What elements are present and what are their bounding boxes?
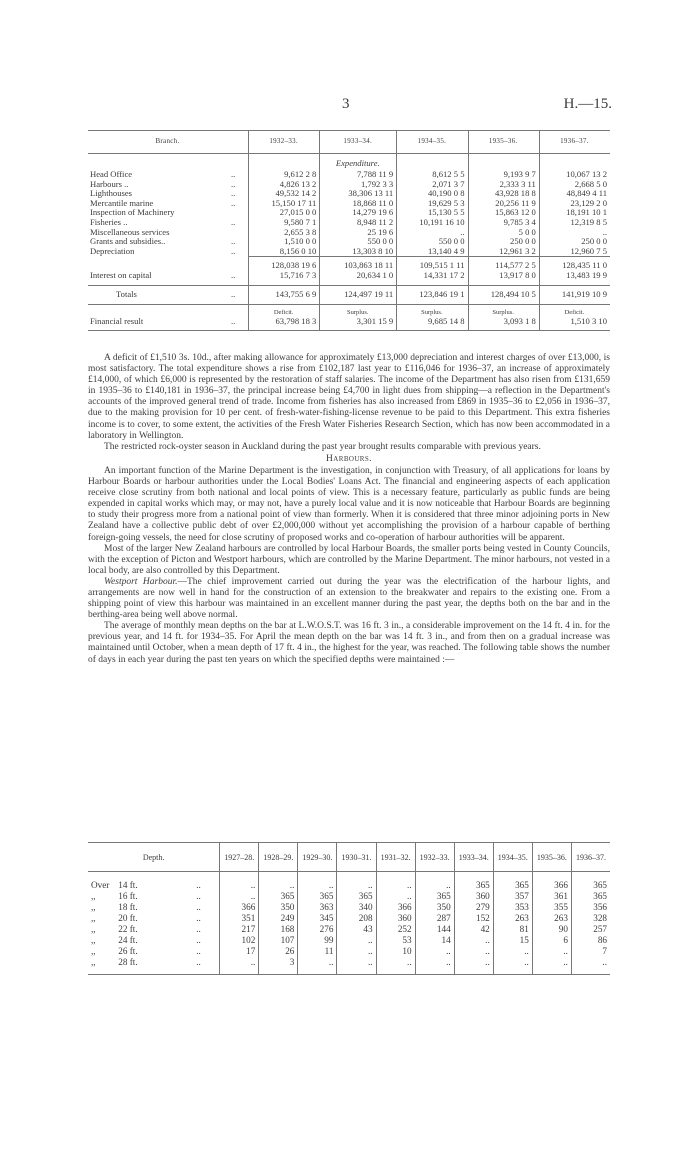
column-header: Branch. (88, 131, 249, 154)
amount-cell: 114,577 2 5 (468, 257, 539, 271)
days-cell: .. (337, 957, 376, 975)
paragraph: Most of the larger New Zealand harbours are controlled by local Harbour Boards, the smaller ports being vested in County Councils, with the exception of Picton and Westport harbours, which are controlled by the Marine Department. The minor harbours, not vested in a local body, are also controlled by this Department. (88, 543, 610, 576)
days-cell: 366 (220, 902, 259, 913)
days-cell: 365 (259, 891, 298, 902)
result-kind: Surplus. (347, 308, 369, 316)
leader-dots: .. (196, 880, 201, 890)
row-label: Financial result (88, 304, 229, 330)
amount-cell: .. (539, 228, 610, 238)
days-cell: .. (298, 872, 337, 892)
result-amount: 9,685 14 8 (427, 315, 465, 326)
days-cell: .. (454, 957, 493, 975)
days-cell: .. (376, 872, 415, 892)
days-cell: 252 (376, 924, 415, 935)
table-row (88, 902, 610, 913)
days-cell: .. (415, 957, 454, 975)
column-header: 1929–30. (298, 843, 337, 872)
amount-cell: 49,532 14 2 (249, 189, 320, 199)
amount-cell: 43,928 18 8 (468, 189, 539, 199)
amount-cell: 14,331 17 2 (397, 271, 468, 281)
days-cell: 360 (454, 891, 493, 902)
amount-cell: 9,193 9 7 (468, 170, 539, 180)
days-cell: 361 (532, 891, 571, 902)
days-cell: 263 (532, 913, 571, 924)
amount-cell: 2,071 3 7 (397, 180, 468, 190)
column-header: 1933–34. (320, 131, 397, 154)
days-cell: 350 (415, 902, 454, 913)
paragraph: An important function of the Marine Department is the investigation, in conjunction with Treasury, of all applications for loans by Harbour Boards or harbour authorities under the Local Bodies' Loans Act. The financial and engineering aspects of each application receive close scrutiny from both national and local points of view. This is a necessary feature, particularly as public funds are being expended in capital works which may, or may not, have a purely local value and it is now noticeable that Harbour Boards are beginning to study their progress more from a national point of view than formerly. When it is considered that three minor adjoining ports in New Zealand have a collective public debt of over £2,000,000 without yet accomplishing the provision of a harbour capable of berthing foreign-going vessels, the need for close scrutiny of proposed works and co-operation of harbour authorities will be apparent. (88, 465, 610, 543)
days-cell: .. (376, 957, 415, 975)
table-caption-row (88, 154, 610, 171)
row-label: Totals (88, 285, 229, 304)
result-cell (539, 304, 610, 330)
depth-prefix: ,, (91, 935, 96, 945)
italic-subheading: Westport Harbour. (104, 576, 178, 587)
column-header: 1935–36. (468, 131, 539, 154)
amount-cell: 20,634 1 0 (320, 271, 397, 281)
amount-cell: 250 0 0 (539, 237, 610, 247)
days-cell: 53 (376, 935, 415, 946)
amount-cell: 15,863 12 0 (468, 208, 539, 218)
table-row (88, 913, 610, 924)
depth-label: 20 ft. (118, 913, 138, 923)
days-cell: 365 (298, 891, 337, 902)
body-text (88, 353, 610, 666)
table-row (88, 924, 610, 935)
depth-prefix: ,, (88, 957, 115, 975)
days-cell: 249 (259, 913, 298, 924)
leader-dots: .. (231, 197, 236, 208)
column-header: 1936–37. (539, 131, 610, 154)
amount-cell: 8,612 5 5 (397, 170, 468, 180)
table-caption: Expenditure. (320, 154, 397, 171)
row-label: Interest on capital (90, 269, 152, 280)
days-cell: 355 (532, 902, 571, 913)
days-cell: 350 (259, 902, 298, 913)
leader-dots: .. (196, 913, 201, 923)
days-cell: 365 (493, 872, 532, 892)
amount-cell: 12,319 8 5 (539, 218, 610, 228)
days-cell: 10 (376, 946, 415, 957)
leader-dots: .. (231, 188, 236, 199)
amount-cell: 103,863 18 11 (320, 257, 397, 271)
leader-dots: .. (196, 891, 201, 901)
column-header: 1934–35. (493, 843, 532, 872)
days-cell: 257 (571, 924, 610, 935)
days-cell: .. (454, 946, 493, 957)
row-label (88, 257, 229, 271)
days-cell: 276 (298, 924, 337, 935)
interest-row (88, 271, 610, 281)
days-cell: 107 (259, 935, 298, 946)
days-cell: 99 (298, 935, 337, 946)
result-kind: Surplus. (421, 308, 443, 316)
days-cell: 365 (337, 891, 376, 902)
result-cell (320, 304, 397, 330)
column-header: 1936–37. (571, 843, 610, 872)
days-cell: 86 (571, 935, 610, 946)
result-kind: Surplus. (492, 308, 514, 316)
amount-cell: 9,580 7 1 (249, 218, 320, 228)
amount-cell: 143,755 6 9 (249, 285, 320, 304)
days-cell: 340 (337, 902, 376, 913)
depth-prefix: ,, (91, 913, 96, 923)
leader-dots: .. (231, 169, 236, 179)
amount-cell: 128,038 19 6 (249, 257, 320, 271)
days-cell: 42 (454, 924, 493, 935)
amount-cell: 15,716 7 3 (249, 271, 320, 281)
branch-label: Grants and subsidies.. (90, 236, 166, 247)
days-cell: 353 (493, 902, 532, 913)
column-header: 1928–29. (259, 843, 298, 872)
days-cell: 357 (493, 891, 532, 902)
depth-prefix: ,, (91, 946, 96, 956)
days-cell: 366 (532, 872, 571, 892)
amount-cell: 12,961 3 2 (468, 247, 539, 257)
days-cell: 168 (259, 924, 298, 935)
column-header: 1933–34. (454, 843, 493, 872)
days-cell: 217 (220, 924, 259, 935)
amount-cell: 18,191 10 1 (539, 208, 610, 218)
amount-cell: 48,849 4 11 (539, 189, 610, 199)
days-cell: .. (220, 891, 259, 902)
amount-cell: 20,256 11 9 (468, 199, 539, 209)
expenditure-table (88, 130, 610, 331)
days-cell: 15 (493, 935, 532, 946)
days-cell: .. (532, 946, 571, 957)
days-cell: 345 (298, 913, 337, 924)
days-cell: .. (337, 946, 376, 957)
amount-cell: 12,960 7 5 (539, 247, 610, 257)
page-header (0, 96, 700, 116)
table-row (88, 946, 610, 957)
amount-cell: 13,917 8 0 (468, 271, 539, 281)
amount-cell: 27,015 0 0 (249, 208, 320, 218)
days-cell: .. (415, 872, 454, 892)
days-cell: 14 (415, 935, 454, 946)
amount-cell: 7,788 11 9 (320, 170, 397, 180)
amount-cell: 13,303 8 10 (320, 247, 397, 257)
amount-cell: 10,191 16 10 (397, 218, 468, 228)
leader-dots: .. (231, 269, 236, 280)
amount-cell: 2,333 3 11 (468, 180, 539, 190)
amount-cell: 38,306 13 11 (320, 189, 397, 199)
column-header: 1927–28. (220, 843, 259, 872)
paragraph: Westport Harbour.—The chief improvement carried out during the year was the electrification of the harbour lights, and arrangements are now well in hand for the construction of an extension to the breakwater and repairs to the existing one. From a shipping point of view this harbour was maintained in an excellent manner during the past year, the depths both on the bar and in the berthing-area being well above normal. (88, 576, 610, 621)
days-cell: 17 (220, 946, 259, 957)
depth-label: 22 ft. (118, 924, 138, 934)
amount-cell: 10,067 13 2 (539, 170, 610, 180)
amount-cell: .. (397, 228, 468, 238)
depth-label: 18 ft. (118, 902, 138, 912)
days-cell: 7 (571, 946, 610, 957)
amount-cell: 13,483 19 9 (539, 271, 610, 281)
table-row (88, 872, 610, 892)
days-cell: .. (220, 957, 259, 975)
depth-label: 26 ft. (118, 946, 138, 956)
subtotal-row (88, 257, 610, 271)
table-header-row (88, 843, 610, 872)
amount-cell: 18,868 11 0 (320, 199, 397, 209)
branch-label: Depreciation (90, 246, 135, 256)
days-cell: .. (337, 872, 376, 892)
depth-label: 28 ft. (115, 957, 193, 975)
amount-cell: 250 0 0 (468, 237, 539, 247)
days-cell: 365 (454, 872, 493, 892)
days-cell: .. (493, 946, 532, 957)
amount-cell: 23,129 2 0 (539, 199, 610, 209)
days-cell: 356 (571, 902, 610, 913)
days-cell: .. (298, 957, 337, 975)
days-cell: 279 (454, 902, 493, 913)
amount-cell: 128,435 11 0 (539, 257, 610, 271)
column-header: Depth. (88, 843, 220, 872)
column-header: 1935–36. (532, 843, 571, 872)
table-header-row (88, 131, 610, 154)
column-header: 1932–33. (249, 131, 320, 154)
amount-cell: 9,785 3 4 (468, 218, 539, 228)
branch-label: Harbours .. (90, 178, 129, 189)
depth-prefix: ,, (91, 902, 96, 912)
days-cell: .. (493, 957, 532, 975)
table-row (88, 957, 610, 975)
days-cell: 287 (415, 913, 454, 924)
column-header: 1930–31. (337, 843, 376, 872)
result-amount: 3,093 1 8 (503, 315, 536, 326)
amount-cell: 14,279 19 6 (320, 208, 397, 218)
leader-dots: .. (231, 178, 236, 189)
leader-dots: .. (196, 924, 201, 934)
leader-dots: .. (229, 285, 249, 304)
leader-dots: .. (193, 957, 220, 975)
amount-cell: 128,494 10 5 (468, 285, 539, 304)
leader-dots: .. (196, 935, 201, 945)
amount-cell: 1,510 0 0 (249, 237, 320, 247)
branch-label: Mercantile marine (90, 197, 154, 208)
amount-cell: 40,190 0 8 (397, 189, 468, 199)
days-cell: .. (220, 872, 259, 892)
branch-label: Fisheries .. (90, 216, 128, 227)
leader-dots: .. (196, 902, 201, 912)
days-cell: 328 (571, 913, 610, 924)
column-header: 1931–32. (376, 843, 415, 872)
days-cell: 366 (376, 902, 415, 913)
section-heading: Harbours. (326, 453, 372, 464)
days-cell: 102 (220, 935, 259, 946)
days-cell: 365 (571, 872, 610, 892)
totals-row (88, 285, 610, 304)
days-cell: 152 (454, 913, 493, 924)
depth-label: 14 ft. (118, 880, 138, 890)
amount-cell: 9,612 2 8 (249, 170, 320, 180)
days-cell: 11 (298, 946, 337, 957)
depth-prefix: Over (91, 880, 110, 890)
paragraph: The average of monthly mean depths on the bar at L.W.O.S.T. was 16 ft. 3 in., a considerable improvement on the 14 ft. 4 in. for the previous year, and 14 ft. for 1934–35. For April the mean depth on the bar was 14 ft. 3 in., and from then on a gradual increase was maintained until October, when a mean depth of 17 ft. 4 in., the highest for the year, was reached. The following table shows the number of days in each year during the past ten years on which the specified depths were maintained :— (88, 621, 610, 665)
amount-cell: 13,140 4 9 (397, 247, 468, 257)
days-cell: 81 (493, 924, 532, 935)
amount-cell: 8,948 11 2 (320, 218, 397, 228)
result-cell (249, 304, 320, 330)
depth-table (88, 842, 610, 975)
table-row (88, 935, 610, 946)
amount-cell: 550 0 0 (320, 237, 397, 247)
days-cell: 26 (259, 946, 298, 957)
branch-label: Miscellaneous services (90, 226, 170, 237)
days-cell: 363 (298, 902, 337, 913)
depth-label: 24 ft. (118, 935, 138, 945)
amount-cell: 15,130 5 5 (397, 208, 468, 218)
page-number: 3 (342, 96, 350, 112)
amount-cell: 550 0 0 (397, 237, 468, 247)
leader-dots: .. (229, 304, 249, 330)
amount-cell: 123,846 19 1 (397, 285, 468, 304)
amount-cell: 5 0 0 (468, 228, 539, 238)
result-amount: 1,510 3 10 (570, 315, 607, 326)
days-cell: .. (454, 935, 493, 946)
column-header: 1932–33. (415, 843, 454, 872)
amount-cell: 1,792 3 3 (320, 180, 397, 190)
branch-label: Inspection of Machinery (90, 207, 175, 218)
leader-dots (229, 257, 249, 271)
leader-dots: .. (196, 946, 201, 956)
table-row (88, 891, 610, 902)
days-cell: 351 (220, 913, 259, 924)
amount-cell: 15,150 17 11 (249, 199, 320, 209)
days-cell: .. (532, 957, 571, 975)
amount-cell: 4,826 13 2 (249, 180, 320, 190)
result-cell (397, 304, 468, 330)
days-cell: 144 (415, 924, 454, 935)
amount-cell: 2,668 5 0 (539, 180, 610, 190)
branch-label: Lighthouses (90, 188, 133, 199)
financial-result-row (88, 304, 610, 330)
paragraph: The restricted rock-oyster season in Auckland during the past year brought results comparable with previous years. (104, 441, 541, 452)
result-kind: Deficit. (273, 308, 294, 316)
days-cell: .. (571, 957, 610, 975)
leader-dots: .. (231, 246, 236, 256)
days-cell: 263 (493, 913, 532, 924)
days-cell: .. (259, 872, 298, 892)
days-cell: 6 (532, 935, 571, 946)
days-cell: .. (337, 935, 376, 946)
leader-dots: .. (231, 236, 236, 247)
days-cell: 365 (415, 891, 454, 902)
days-cell: .. (415, 946, 454, 957)
days-cell: 208 (337, 913, 376, 924)
result-cell (468, 304, 539, 330)
leader-dots: .. (231, 216, 236, 227)
depth-prefix: ,, (91, 924, 96, 934)
days-cell: .. (376, 891, 415, 902)
branch-label: Head Office (90, 169, 133, 179)
amount-cell: 2,655 3 8 (249, 228, 320, 238)
amount-cell: 141,919 10 9 (539, 285, 610, 304)
days-cell: 3 (259, 957, 298, 975)
days-cell: 365 (571, 891, 610, 902)
days-cell: 360 (376, 913, 415, 924)
column-header: 1934–35. (397, 131, 468, 154)
result-kind: Deficit. (564, 308, 585, 316)
depth-label: 16 ft. (118, 891, 138, 901)
amount-cell: 109,515 1 11 (397, 257, 468, 271)
paragraph: A deficit of £1,510 3s. 10d., after making allowance for approximately £13,000 depreciation and interest charges of over £13,000, is most satisfactory. The total expenditure shows a rise from £102,187 last year to £116,046 for 1936–37, an increase of approximately £14,000, of which £6,000 is represented by the restoration of staff salaries. The income of the Department has also risen from £131,659 in 1935–36 to £140,181 in 1936–37, the principal increase being £4,700 in light dues from shipping—a reflection in the Department's accounts of the improved general trend of trade. Income from fisheries has also increased from £869 in 1935–36 to £2,056 in 1936–37, due to the making provision for 10 per cent. of fresh-water-fishing-license revenue to be paid to this Department. This extra fisheries income is to cover, to some extent, the activities of the Fresh Water Fisheries Research Section, which has now been accommodated in a laboratory in Wellington. (88, 353, 610, 441)
days-cell: 43 (337, 924, 376, 935)
amount-cell: 19,629 5 3 (397, 199, 468, 209)
days-cell: 90 (532, 924, 571, 935)
result-amount: 63,798 18 3 (275, 315, 317, 326)
amount-cell: 124,497 19 11 (320, 285, 397, 304)
document-reference: H.—15. (563, 96, 612, 112)
amount-cell: 8,156 0 10 (249, 247, 320, 257)
depth-prefix: ,, (91, 891, 96, 901)
amount-cell: 25 19 6 (320, 228, 397, 238)
table-row (88, 247, 610, 257)
result-amount: 3,301 15 9 (356, 315, 394, 326)
